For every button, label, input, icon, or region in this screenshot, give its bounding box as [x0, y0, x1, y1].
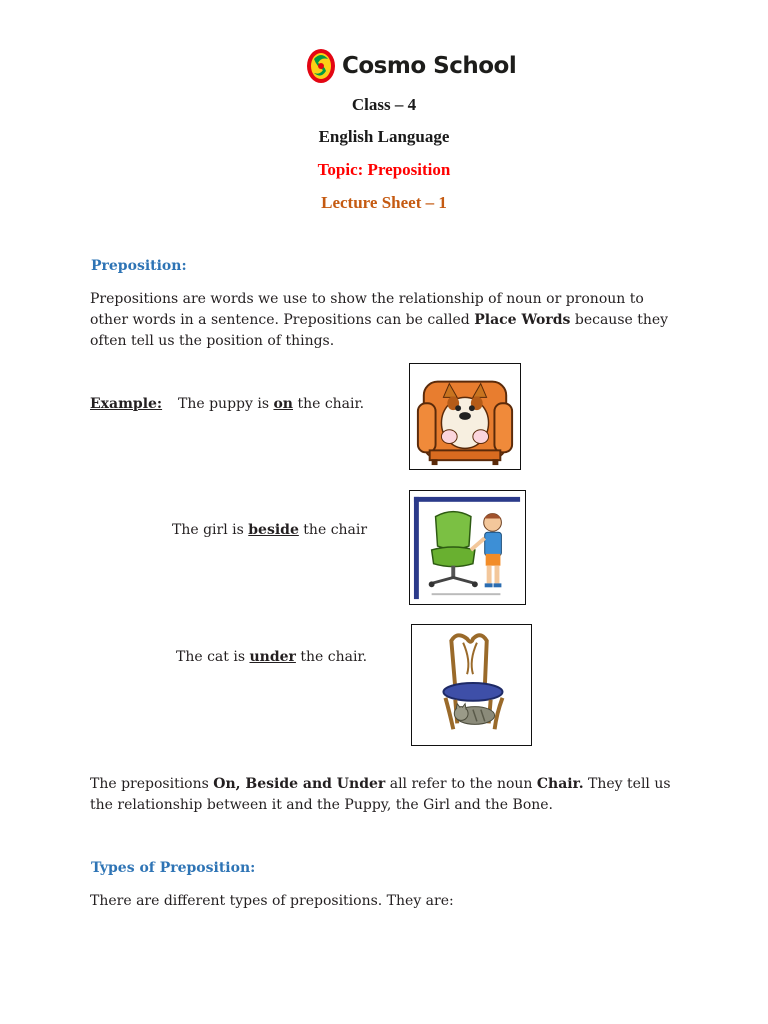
- example-label-text: Example:: [90, 396, 163, 412]
- subject-heading: English Language: [318, 127, 450, 146]
- child-beside-chair-image: [409, 490, 526, 605]
- preposition-definition: [90, 289, 680, 352]
- summary-bold-prepositions: On, Beside and Under: [213, 776, 386, 792]
- summary-bold-chair: Chair.: [536, 776, 584, 792]
- preposition-section-title: Preposition:: [91, 258, 187, 274]
- example-post: the chair.: [295, 649, 368, 665]
- cat-under-chair-illustration: [412, 625, 531, 745]
- summary-paragraph: [90, 774, 680, 816]
- summary-text-2: all refer to the noun: [385, 776, 537, 792]
- example-pre: The puppy is: [178, 396, 274, 412]
- example-sentence-on: [178, 396, 364, 412]
- summary-text-1: The prepositions: [90, 776, 214, 792]
- example-pre: The cat is: [176, 649, 250, 665]
- topic-heading: Topic: Preposition: [317, 160, 451, 179]
- example-sentence-beside: [172, 522, 367, 538]
- puppy-on-chair-illustration: [410, 364, 520, 469]
- summary-text-3: They tell us the relationship between it and the Puppy, the Girl and the Bone.: [90, 776, 671, 813]
- cosmo-logo-icon: [304, 45, 338, 87]
- preposition-word: beside: [248, 522, 299, 538]
- types-section-title: Types of Preposition:: [91, 860, 256, 876]
- example-label: [90, 396, 162, 412]
- definition-text-1: Prepositions are words we use to show the relationship of noun or pronoun to other words in a sentence. Prepositions can be called: [90, 291, 644, 328]
- example-post: the chair.: [293, 396, 365, 412]
- definition-text-2: because they often tell us the position of things.: [90, 312, 669, 349]
- place-words-bold: Place Words: [474, 312, 571, 328]
- example-pre: The girl is: [172, 522, 249, 538]
- class-heading: Class – 4: [351, 95, 417, 114]
- logo-text: Cosmo School: [342, 53, 517, 79]
- types-intro-text: There are different types of prepositions. They are:: [90, 893, 454, 909]
- example-sentence-under: [176, 649, 367, 665]
- preposition-word: under: [249, 649, 296, 665]
- child-beside-chair-illustration: [410, 491, 525, 604]
- preposition-word: on: [273, 396, 293, 412]
- puppy-on-chair-image: [409, 363, 521, 470]
- school-logo: [304, 44, 516, 88]
- cat-under-chair-image: [411, 624, 532, 746]
- sheet-heading: Lecture Sheet – 1: [321, 193, 447, 212]
- example-post: the chair: [298, 522, 368, 538]
